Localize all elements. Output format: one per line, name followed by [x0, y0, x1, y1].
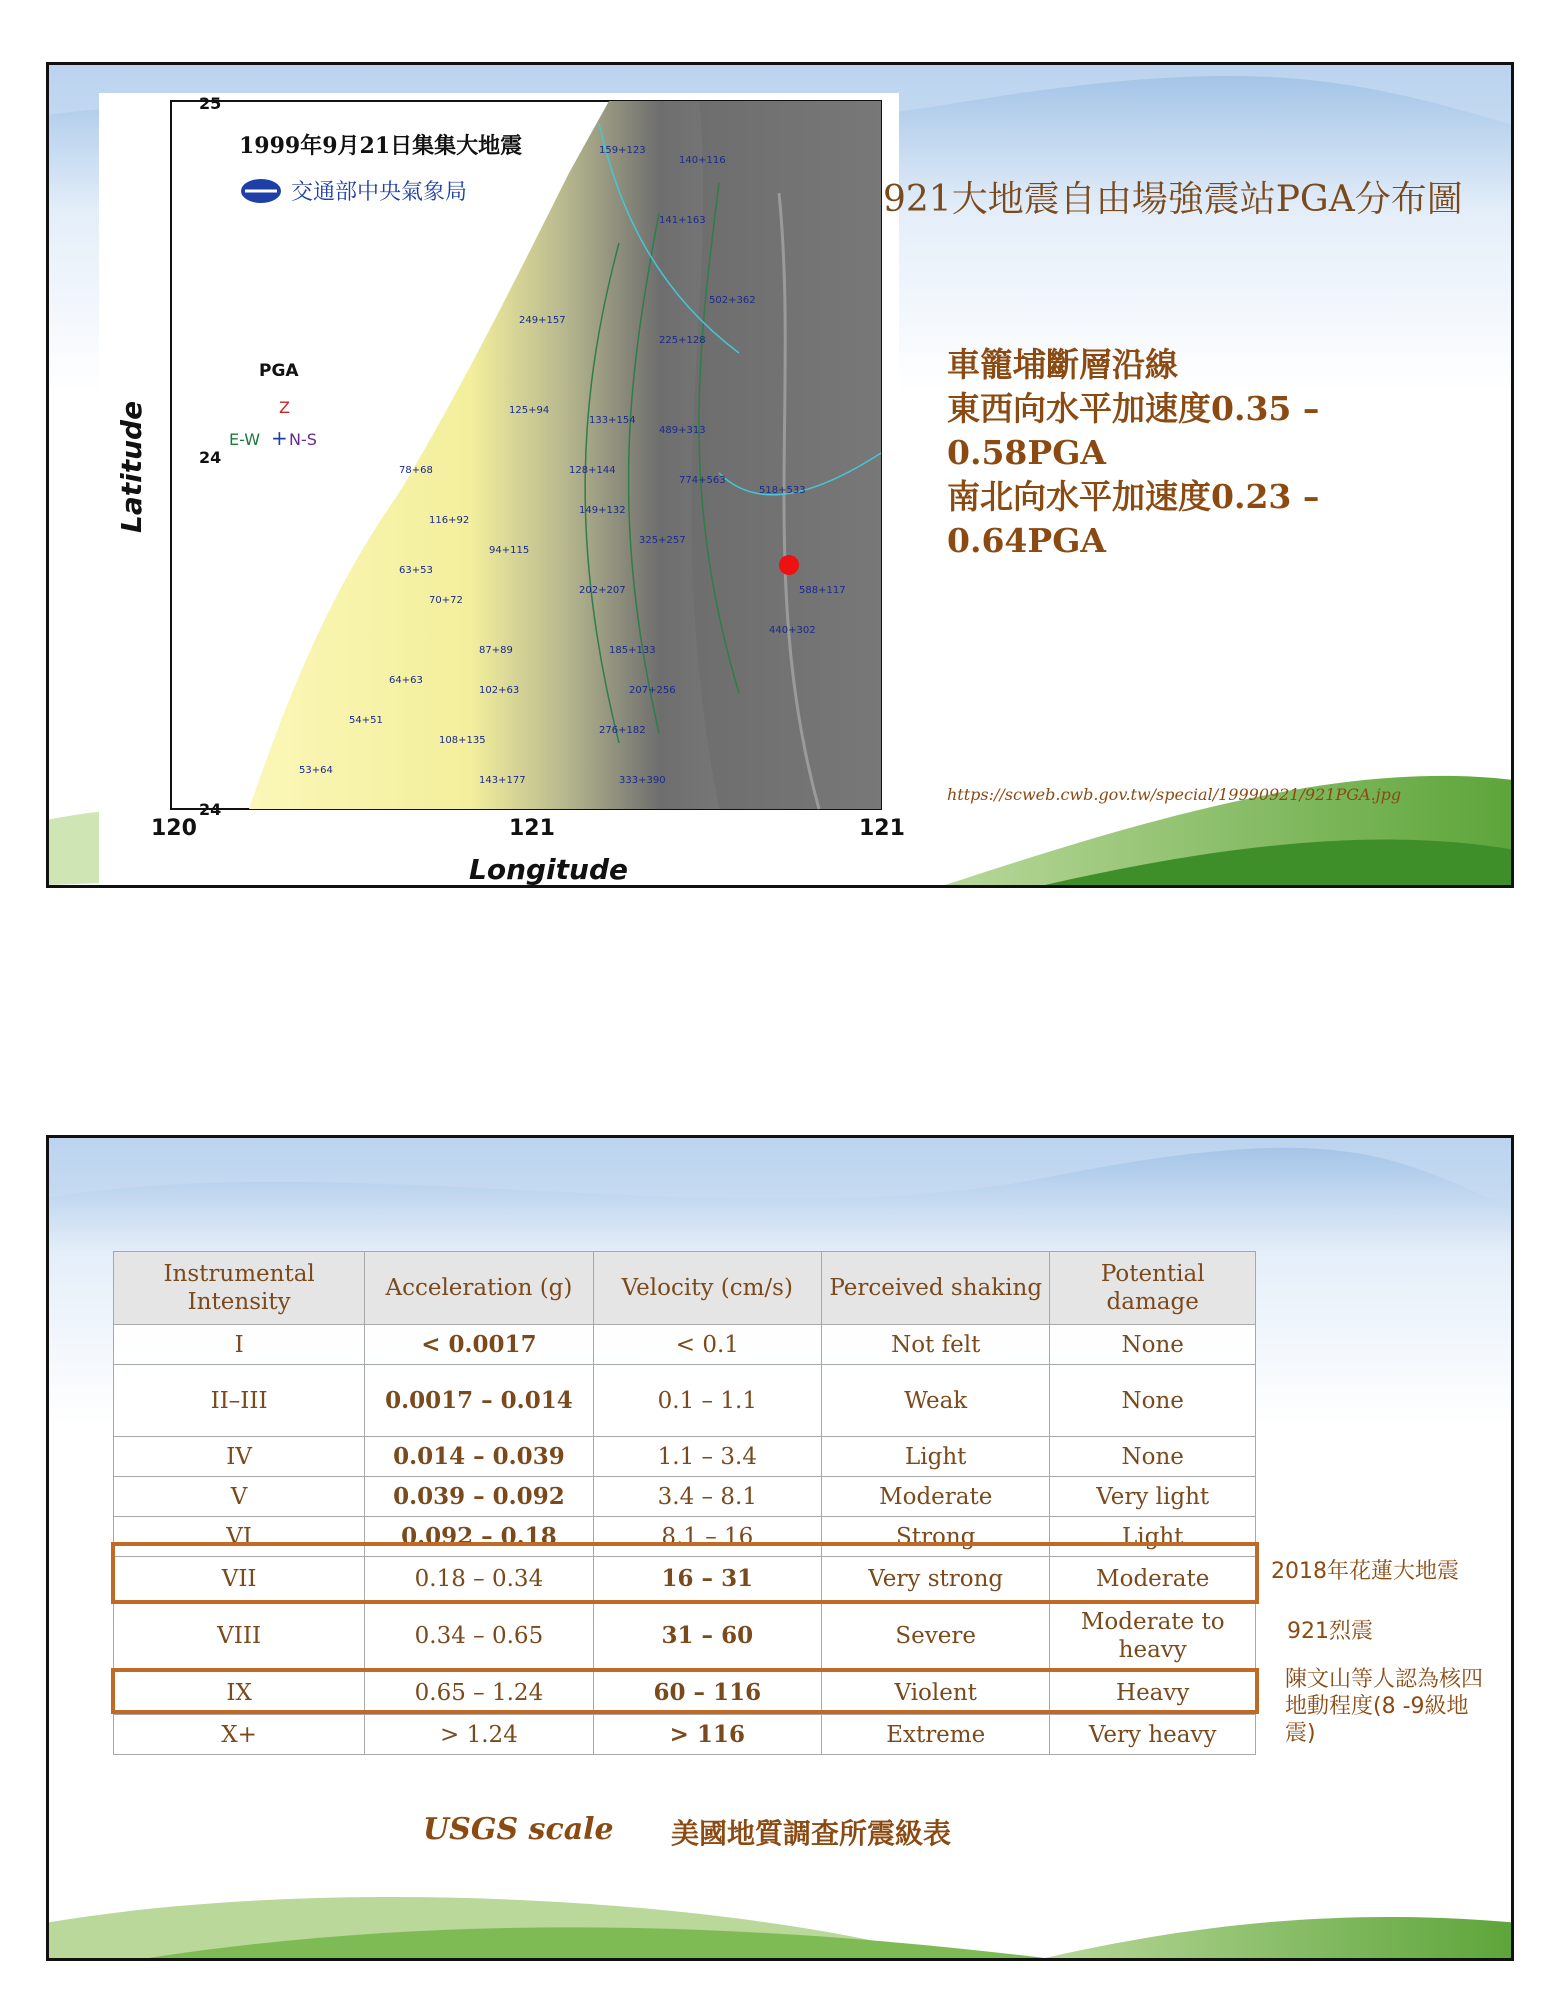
table-cell: None [1050, 1437, 1256, 1477]
table-cell: Extreme [822, 1715, 1050, 1755]
svg-text:325+257: 325+257 [639, 535, 686, 546]
slide-usgs-scale [46, 1135, 1514, 1961]
table-cell: < 0.0017 [365, 1325, 593, 1365]
table-row [114, 1437, 1256, 1477]
table-cell: Heavy [1050, 1671, 1256, 1715]
annotation-ix: 陳文山等人認為核四地動程度(8 -9級地震) [1285, 1667, 1484, 1746]
table-cell: 0.18 – 0.34 [365, 1557, 593, 1601]
fault-note-line-3: 南北向水平加速度0.23 – 0.64PGA [947, 477, 1320, 560]
table-cell: < 0.1 [593, 1325, 821, 1365]
table-cell: VI [114, 1517, 365, 1557]
svg-text:440+302: 440+302 [769, 625, 816, 636]
y-tick-bottom: 24 [199, 800, 222, 819]
table-cell: Very strong [822, 1557, 1050, 1601]
header-velocity: Velocity (cm/s) [593, 1252, 821, 1325]
table-cell: Strong [822, 1517, 1050, 1557]
header-damage: Potential damage [1050, 1252, 1256, 1325]
table-cell: 0.092 – 0.18 [365, 1517, 593, 1557]
y-tick-mid: 24 [199, 448, 222, 467]
svg-text:141+163: 141+163 [659, 215, 706, 226]
svg-text:774+563: 774+563 [679, 475, 726, 486]
svg-text:70+72: 70+72 [429, 595, 463, 606]
footer-usgs-scale: USGS scale [423, 1812, 614, 1847]
table-cell: Weak [822, 1365, 1050, 1437]
svg-text:276+182: 276+182 [599, 725, 646, 736]
table-cell: Light [822, 1437, 1050, 1477]
table-cell: 0.0017 – 0.014 [365, 1365, 593, 1437]
table-cell: > 1.24 [365, 1715, 593, 1755]
x-axis-label: Longitude [469, 853, 629, 886]
svg-text:87+89: 87+89 [479, 645, 513, 656]
table-cell: None [1050, 1325, 1256, 1365]
table-cell: V [114, 1477, 365, 1517]
table-cell: 0.014 – 0.039 [365, 1437, 593, 1477]
table-cell: 0.65 – 1.24 [365, 1671, 593, 1715]
svg-text:108+135: 108+135 [439, 735, 486, 746]
y-axis-label: Latitude [115, 400, 148, 533]
svg-text:333+390: 333+390 [619, 775, 666, 786]
x-tick-mid: 121 [509, 816, 555, 841]
svg-text:125+94: 125+94 [509, 405, 550, 416]
svg-text:128+144: 128+144 [569, 465, 616, 476]
table-cell: Not felt [822, 1325, 1050, 1365]
table-row [114, 1601, 1256, 1671]
table-cell: > 116 [593, 1715, 821, 1755]
footer-zh-title: 美國地質調查所震級表 [671, 1817, 952, 1850]
table-cell: Very light [1050, 1477, 1256, 1517]
legend-cross-icon: + [271, 426, 288, 450]
map-title: 1999年9月21日集集大地震 [239, 133, 523, 159]
map-agency: 交通部中央氣象局 [291, 180, 468, 205]
svg-text:53+64: 53+64 [299, 765, 333, 776]
table-cell: Moderate [822, 1477, 1050, 1517]
header-shaking: Perceived shaking [822, 1252, 1050, 1325]
svg-text:143+177: 143+177 [479, 775, 526, 786]
annotation-viii: 921烈震 [1287, 1619, 1373, 1644]
table-cell: IV [114, 1437, 365, 1477]
svg-text:185+133: 185+133 [609, 645, 656, 656]
table-cell: 31 – 60 [593, 1601, 821, 1671]
highlight-box-ix [111, 1668, 1259, 1714]
svg-text:102+63: 102+63 [479, 685, 520, 696]
legend-ew: E-W [229, 430, 261, 449]
legend-z: Z [279, 398, 290, 417]
table-cell: X+ [114, 1715, 365, 1755]
table-row [114, 1325, 1256, 1365]
svg-text:149+132: 149+132 [579, 505, 626, 516]
epicenter-marker [779, 555, 799, 575]
table-row [114, 1365, 1256, 1437]
y-tick-top: 25 [199, 94, 222, 113]
svg-text:54+51: 54+51 [349, 715, 383, 726]
x-tick-left: 120 [151, 816, 197, 841]
svg-text:489+313: 489+313 [659, 425, 706, 436]
svg-text:207+256: 207+256 [629, 685, 676, 696]
table-cell: 0.34 – 0.65 [365, 1601, 593, 1671]
table-cell: 8.1 – 16 [593, 1517, 821, 1557]
table-cell: 3.4 – 8.1 [593, 1477, 821, 1517]
svg-text:502+362: 502+362 [709, 295, 756, 306]
table-cell: 16 – 31 [593, 1557, 821, 1601]
legend-ns: N-S [289, 430, 317, 449]
svg-text:225+128: 225+128 [659, 335, 706, 346]
table-cell: Very heavy [1050, 1715, 1256, 1755]
header-acceleration: Acceleration (g) [365, 1252, 593, 1325]
svg-text:159+123: 159+123 [599, 145, 646, 156]
svg-text:518+533: 518+533 [759, 485, 806, 496]
source-url[interactable]: https://scweb.cwb.gov.tw/special/19990921/921PGA.jpg [947, 785, 1402, 804]
highlight-box-vii [111, 1542, 1259, 1604]
table-row [114, 1715, 1256, 1755]
table-cell: VIII [114, 1601, 365, 1671]
table-cell: I [114, 1325, 365, 1365]
slide-pga-map [46, 62, 1514, 888]
table-cell: VII [114, 1557, 365, 1601]
fault-note-line-2: 東西向水平加速度0.35 – 0.58PGA [947, 389, 1320, 472]
fault-note [947, 343, 1407, 563]
x-tick-right: 121 [859, 816, 905, 841]
table-cell: 0.1 – 1.1 [593, 1365, 821, 1437]
svg-text:140+116: 140+116 [679, 155, 726, 166]
table-cell: None [1050, 1365, 1256, 1437]
table-cell: Light [1050, 1517, 1256, 1557]
table-cell: Moderate to heavy [1050, 1601, 1256, 1671]
svg-text:249+157: 249+157 [519, 315, 566, 326]
svg-text:94+115: 94+115 [489, 545, 530, 556]
table-cell: IX [114, 1671, 365, 1715]
legend-title: PGA [259, 361, 299, 381]
slide1-title: 921大地震自由場強震站PGA分布圖 [883, 179, 1463, 220]
table-cell: 60 – 116 [593, 1671, 821, 1715]
svg-text:116+92: 116+92 [429, 515, 470, 526]
table-cell: Severe [822, 1601, 1050, 1671]
table-header-row [114, 1252, 1256, 1325]
fault-note-line-1: 車籠埔斷層沿線 [947, 345, 1178, 384]
svg-text:588+117: 588+117 [799, 585, 846, 596]
svg-text:63+53: 63+53 [399, 565, 433, 576]
svg-text:202+207: 202+207 [579, 585, 626, 596]
table-cell: 1.1 – 3.4 [593, 1437, 821, 1477]
svg-text:64+63: 64+63 [389, 675, 423, 686]
pga-distribution-map [99, 93, 905, 886]
svg-text:133+154: 133+154 [589, 415, 636, 426]
table-cell: 0.039 – 0.092 [365, 1477, 593, 1517]
annotation-vii: 2018年花蓮大地震 [1271, 1559, 1459, 1584]
svg-text:78+68: 78+68 [399, 465, 433, 476]
table-row [114, 1477, 1256, 1517]
table-cell: Violent [822, 1671, 1050, 1715]
table-cell: Moderate [1050, 1557, 1256, 1601]
header-intensity: Instrumental Intensity [114, 1252, 365, 1325]
table-cell: II–III [114, 1365, 365, 1437]
